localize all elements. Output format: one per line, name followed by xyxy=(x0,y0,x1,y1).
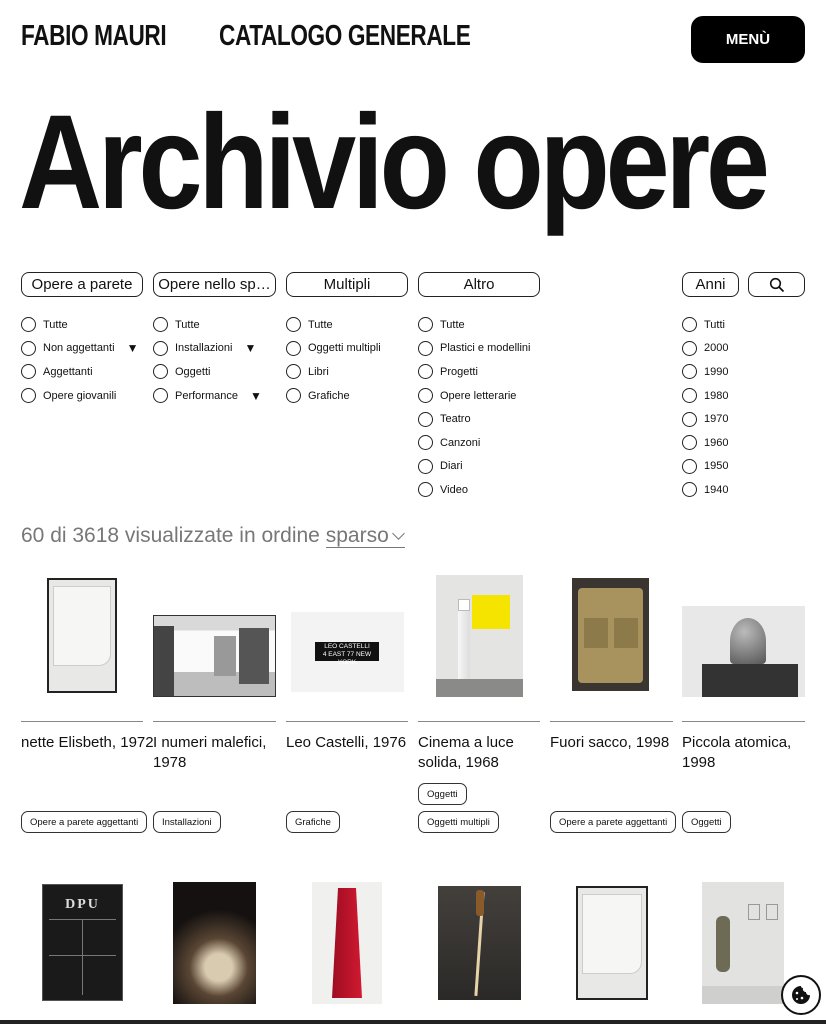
radio-button[interactable] xyxy=(682,317,697,332)
expand-triangle-icon[interactable]: ▼ xyxy=(244,341,257,356)
filter-option-label: Non aggettanti xyxy=(43,342,115,355)
filter-option[interactable] xyxy=(286,337,381,361)
artwork-thumbnail[interactable] xyxy=(682,606,805,697)
radio-button[interactable] xyxy=(21,388,36,403)
category-tag[interactable]: Installazioni xyxy=(153,811,221,833)
category-tag[interactable]: Grafiche xyxy=(286,811,340,833)
title-line: I numeri malefici, xyxy=(153,734,267,751)
artwork-thumbnail[interactable] xyxy=(702,882,784,1004)
page-title: Archivio opere xyxy=(19,88,766,237)
filter-option[interactable] xyxy=(418,455,530,479)
page-bottom-edge xyxy=(0,1020,826,1024)
filter-tab-multiples[interactable]: Multipli xyxy=(286,272,408,297)
results-count-text: 60 di 3618 visualizzate in ordine xyxy=(21,524,320,547)
search-icon xyxy=(769,277,785,293)
filter-option[interactable] xyxy=(286,313,381,337)
filter-tab-years[interactable]: Anni xyxy=(682,272,739,297)
radio-button[interactable] xyxy=(153,364,168,379)
expand-triangle-icon[interactable]: ▼ xyxy=(126,341,139,356)
filter-option-label: 2000 xyxy=(704,342,729,355)
card-divider xyxy=(286,721,408,722)
filter-option[interactable] xyxy=(21,337,138,361)
category-tag[interactable]: Oggetti multipli xyxy=(418,811,499,833)
filter-option[interactable] xyxy=(153,337,262,361)
card-divider xyxy=(418,721,540,722)
filter-option-label: Canzoni xyxy=(440,436,481,449)
menu-button[interactable]: MENÙ xyxy=(691,16,805,63)
filter-option[interactable] xyxy=(21,313,138,337)
artwork-thumbnail[interactable] xyxy=(42,884,123,1001)
category-tag[interactable]: Oggetti xyxy=(418,783,467,805)
filter-option-label: Performance xyxy=(175,389,238,402)
filter-option[interactable] xyxy=(682,478,728,502)
filter-option[interactable] xyxy=(682,407,728,431)
filter-option[interactable] xyxy=(418,431,530,455)
filter-option-label: Tutti xyxy=(704,318,725,331)
filter-option-label: Tutte xyxy=(43,318,68,331)
radio-button[interactable] xyxy=(153,388,168,403)
radio-button[interactable] xyxy=(682,412,697,427)
title-line: Leo Castelli, 1976 xyxy=(286,734,407,751)
radio-button[interactable] xyxy=(682,435,697,450)
filter-option-label: 1970 xyxy=(704,413,729,426)
filter-option[interactable] xyxy=(682,337,728,361)
catalog-link[interactable]: CATALOGO GENERALE xyxy=(219,20,471,52)
filter-option[interactable] xyxy=(418,384,530,408)
radio-button[interactable] xyxy=(418,364,433,379)
sort-dropdown[interactable] xyxy=(326,524,405,548)
filter-option-label: 1940 xyxy=(704,483,729,496)
filter-option[interactable] xyxy=(418,407,530,431)
title-line: 1998 xyxy=(682,754,716,771)
filter-option-label: Teatro xyxy=(440,413,471,426)
card-divider xyxy=(682,721,805,722)
radio-button[interactable] xyxy=(682,388,697,403)
card-divider xyxy=(153,721,276,722)
radio-button[interactable] xyxy=(682,341,697,356)
filter-option-label: Oggetti multipli xyxy=(308,342,381,355)
filter-option[interactable] xyxy=(682,455,728,479)
top-bar xyxy=(21,16,805,64)
cookie-icon xyxy=(790,984,812,1006)
artwork-thumbnail[interactable] xyxy=(173,882,256,1004)
radio-button[interactable] xyxy=(418,459,433,474)
filter-option-label: Grafiche xyxy=(308,389,350,402)
radio-button[interactable] xyxy=(682,364,697,379)
filter-option[interactable] xyxy=(21,384,138,408)
filter-options-space-works xyxy=(153,313,262,407)
artwork-title[interactable] xyxy=(21,733,154,753)
artwork-thumbnail[interactable] xyxy=(436,575,523,697)
filter-option[interactable] xyxy=(418,313,530,337)
radio-button[interactable] xyxy=(418,341,433,356)
radio-button[interactable] xyxy=(682,459,697,474)
artwork-thumbnail[interactable] xyxy=(572,578,649,691)
radio-button[interactable] xyxy=(418,317,433,332)
filter-option[interactable] xyxy=(418,478,530,502)
filter-options-multiples xyxy=(286,313,381,407)
radio-button[interactable] xyxy=(21,341,36,356)
artwork-text: DPU xyxy=(65,897,100,912)
filter-option-label: Installazioni xyxy=(175,342,233,355)
filter-option-label: Aggettanti xyxy=(43,365,93,378)
filter-option-label: 1980 xyxy=(704,389,729,402)
artwork-thumbnail[interactable] xyxy=(153,615,276,697)
artwork-title[interactable] xyxy=(418,733,514,773)
filter-option-label: 1960 xyxy=(704,436,729,449)
filter-option[interactable] xyxy=(682,384,728,408)
radio-button[interactable] xyxy=(418,482,433,497)
artwork-thumbnail[interactable] xyxy=(438,886,521,1000)
sort-label: sparso xyxy=(325,524,389,547)
artwork-text: LEO CASTELLI xyxy=(324,643,370,650)
search-button[interactable] xyxy=(748,272,805,297)
filter-option-label: Diari xyxy=(440,460,463,473)
artwork-thumbnail[interactable] xyxy=(47,578,117,693)
artwork-thumbnail[interactable] xyxy=(312,882,382,1004)
radio-button[interactable] xyxy=(153,317,168,332)
filter-option-label: Tutte xyxy=(308,318,333,331)
radio-button[interactable] xyxy=(286,388,301,403)
artwork-thumbnail[interactable] xyxy=(576,886,648,1000)
radio-button[interactable] xyxy=(153,341,168,356)
radio-button[interactable] xyxy=(286,341,301,356)
filter-option-label: Opere giovanili xyxy=(43,389,117,402)
category-tag[interactable]: Oggetti xyxy=(682,811,731,833)
filter-option[interactable] xyxy=(153,313,262,337)
filter-option-label: Tutte xyxy=(175,318,200,331)
filter-option-label: 1950 xyxy=(704,460,729,473)
filter-option-label: Tutte xyxy=(440,318,465,331)
filter-option-label: Oggetti xyxy=(175,365,211,378)
title-line: solida, 1968 xyxy=(418,754,499,771)
filter-option-label: Opere letterarie xyxy=(440,389,517,402)
radio-button[interactable] xyxy=(418,435,433,450)
filter-option-label: Progetti xyxy=(440,365,478,378)
filter-option[interactable] xyxy=(418,360,530,384)
filter-option-label: Video xyxy=(440,483,468,496)
filter-option[interactable] xyxy=(286,360,381,384)
filter-options-wall-works xyxy=(21,313,138,407)
filter-option[interactable] xyxy=(153,384,262,408)
title-line: Piccola atomica, xyxy=(682,734,792,751)
radio-button[interactable] xyxy=(418,412,433,427)
filter-option[interactable] xyxy=(682,431,728,455)
artwork-text: 4 EAST 77 NEW YORK xyxy=(322,651,372,666)
filter-option-label: Libri xyxy=(308,365,329,378)
filter-option[interactable] xyxy=(418,337,530,361)
filter-option[interactable] xyxy=(286,384,381,408)
brand-name[interactable]: FABIO MAURI xyxy=(21,20,167,52)
filter-tab-other[interactable]: Altro xyxy=(418,272,540,297)
artwork-title[interactable] xyxy=(682,733,791,773)
title-line: nette Elisbeth, 1972 xyxy=(21,734,154,751)
filter-option[interactable] xyxy=(21,360,138,384)
filter-option[interactable] xyxy=(153,360,262,384)
filter-options-other xyxy=(418,313,530,502)
radio-button[interactable] xyxy=(682,482,697,497)
filter-option[interactable] xyxy=(682,313,728,337)
card-divider xyxy=(21,721,143,722)
artwork-title[interactable] xyxy=(153,733,266,773)
title-line: Fuori sacco, 1998 xyxy=(550,734,670,751)
filter-option[interactable] xyxy=(682,360,728,384)
title-line: Cinema a luce xyxy=(418,734,514,751)
title-line: 1978 xyxy=(153,754,187,771)
cookie-settings-button[interactable] xyxy=(781,975,821,1015)
radio-button[interactable] xyxy=(418,388,433,403)
filter-option-label: Plastici e modellini xyxy=(440,342,531,355)
artwork-title[interactable] xyxy=(286,733,406,753)
category-tag[interactable]: Opere a parete aggettanti xyxy=(550,811,676,833)
filter-option-label: 1990 xyxy=(704,365,729,378)
chevron-down-icon xyxy=(392,527,405,540)
card-divider xyxy=(550,721,673,722)
expand-triangle-icon[interactable]: ▼ xyxy=(249,388,262,403)
radio-button[interactable] xyxy=(286,317,301,332)
category-tag[interactable]: Opere a parete aggettanti xyxy=(21,811,147,833)
filter-options-years xyxy=(682,313,728,502)
filter-tab-wall-works[interactable]: Opere a parete xyxy=(21,272,143,297)
results-count xyxy=(21,524,405,548)
radio-button[interactable] xyxy=(286,364,301,379)
artwork-thumbnail[interactable] xyxy=(291,612,404,692)
radio-button[interactable] xyxy=(21,364,36,379)
filter-tab-space-works[interactable]: Opere nello sp… xyxy=(153,272,276,297)
radio-button[interactable] xyxy=(21,317,36,332)
artwork-title[interactable] xyxy=(550,733,669,753)
